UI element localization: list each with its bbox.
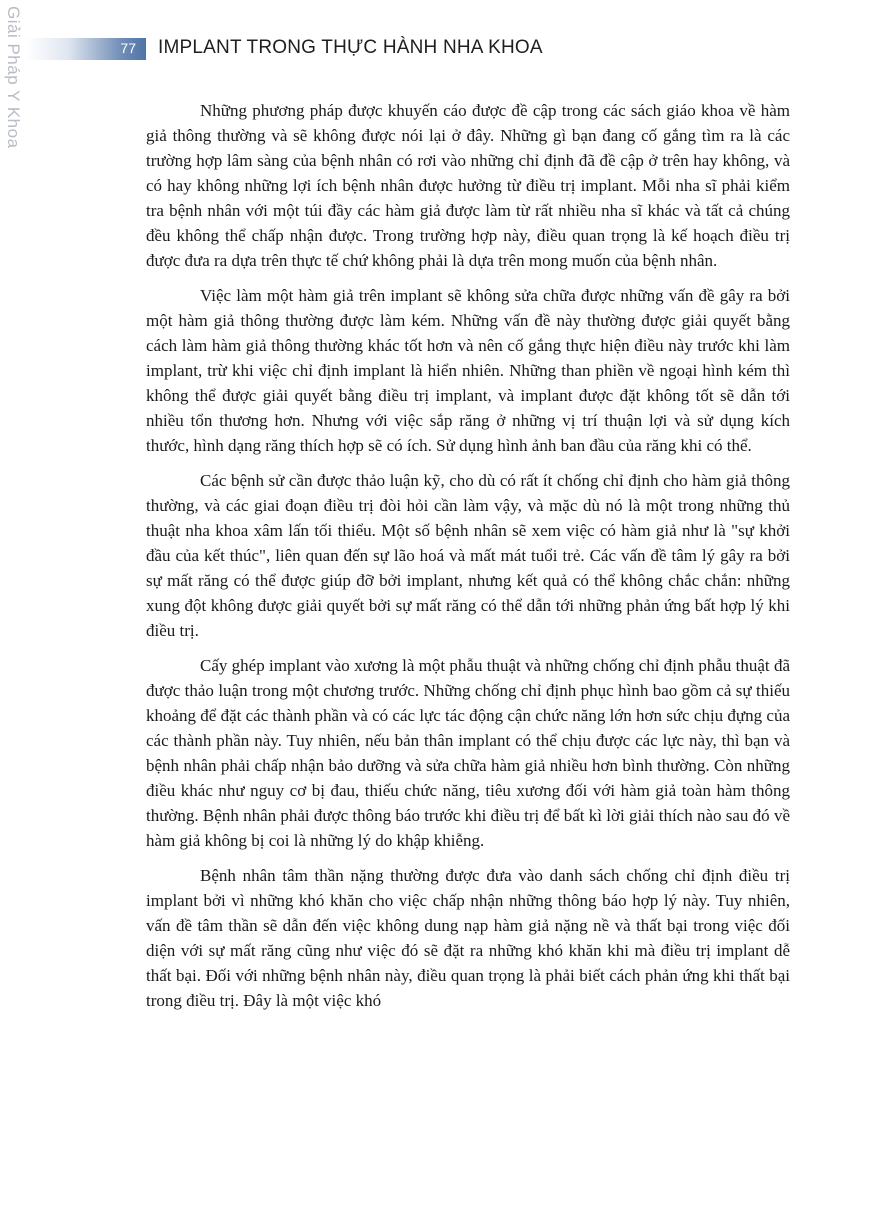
paragraph: Việc làm một hàm giả trên implant sẽ không sửa chữa được những vấn đề gây ra bởi một hàm giả thông thường được làm kém. Những vấn đề này thường được giải quyết bằng cách làm hàm giả thông thường khác tốt hơn và nên cố gắng thực hiện điều này trước khi làm implant, trừ khi việc chỉ định implant là hiển nhiên. Những than phiền về ngoại hình kém thì không thể được giải quyết bằng điều trị implant, và implant được đặt không tốt sẽ dẫn tới nhiều tổn thương hơn. Nhưng với việc sắp răng ở những vị trí thuận lợi và sử dụng kích thước, hình dạng răng thích hợp sẽ có ích. Sử dụng hình ảnh ban đầu của răng khi có thể.: [146, 286, 790, 455]
watermark-text: Giải Pháp Y Khoa: [4, 6, 23, 149]
running-header-title: IMPLANT TRONG THỰC HÀNH NHA KHOA: [158, 37, 543, 58]
body-text: [146, 98, 790, 1023]
paragraph: Các bệnh sử cần được thảo luận kỹ, cho dù có rất ít chống chỉ định cho hàm giả thông thường, và các giai đoạn điều trị đòi hỏi cần làm vậy, và mặc dù nó là một trong những thủ thuật nha khoa xâm lấn tối thiểu. Một số bệnh nhân sẽ xem việc có hàm giả như là "sự khởi đầu của kết thúc", liên quan đến sự lão hoá và mất mát tuổi trẻ. Các vấn đề tâm lý gây ra bởi sự mất răng có thể được giúp đỡ bởi implant, nhưng kết quả có thể không chắc chắn: những xung đột không được giải quyết bởi sự mất răng có thể dẫn tới những phản ứng bất hợp lý khi điều trị.: [146, 471, 790, 640]
page-number-bar: [26, 38, 146, 60]
page-number: 77: [120, 40, 136, 56]
paragraph: Những phương pháp được khuyến cáo được đề cập trong các sách giáo khoa về hàm giả thông thường và sẽ không được nói lại ở đây. Những gì bạn đang cố gắng tìm ra là các trường hợp lâm sàng của bệnh nhân có rơi vào những chỉ định đã đề cập ở trên hay không, và có hay không những lợi ích bệnh nhân được hưởng từ điều trị implant. Mỗi nha sĩ phải kiểm tra bệnh nhân với một túi đầy các hàm giả được làm từ rất nhiều nha sĩ khác và tất cả chúng đều không thể chấp nhận được. Trong trường hợp này, điều quan trọng là kế hoạch điều trị được đưa ra dựa trên thực tế chứ không phải là dựa trên mong muốn của bệnh nhân.: [146, 101, 790, 270]
paragraph: Bệnh nhân tâm thần nặng thường được đưa vào danh sách chống chỉ định điều trị implant bởi vì những khó khăn cho việc chấp nhận những thông báo hợp lý này. Tuy nhiên, vấn đề tâm thần sẽ dẫn đến việc không dung nạp hàm giả nặng nề và thất bại trong việc đối diện với sự mất răng cũng như việc đó sẽ đặt ra những khó khăn khi mà điều trị implant dễ thất bại. Đối với những bệnh nhân này, điều quan trọng là phải biết cách phản ứng khi thất bại trong điều trị. Đây là một việc khó: [146, 866, 790, 1010]
watermark: [0, 0, 26, 160]
paragraph: Cấy ghép implant vào xương là một phẫu thuật và những chống chỉ định phẫu thuật đã được thảo luận trong một chương trước. Những chống chỉ định phục hình bao gồm cả sự thiếu khoảng để đặt các thành phần và có các lực tác động cận chức năng lớn hơn sức chịu đựng của các thành phần này. Tuy nhiên, nếu bản thân implant có thể chịu được các lực này, thì bạn và bệnh nhân phải chấp nhận bảo dưỡng và sửa chữa hàm giả nhiều hơn bình thường. Còn những điều khác như nguy cơ bị đau, thiếu chức năng, tiêu xương đối với hàm giả toàn hàm thông thường. Bệnh nhân phải được thông báo trước khi điều trị để bất kì lời giải thích nào sau đó về hàm giả không bị coi là những lý do khập khiễng.: [146, 656, 790, 850]
